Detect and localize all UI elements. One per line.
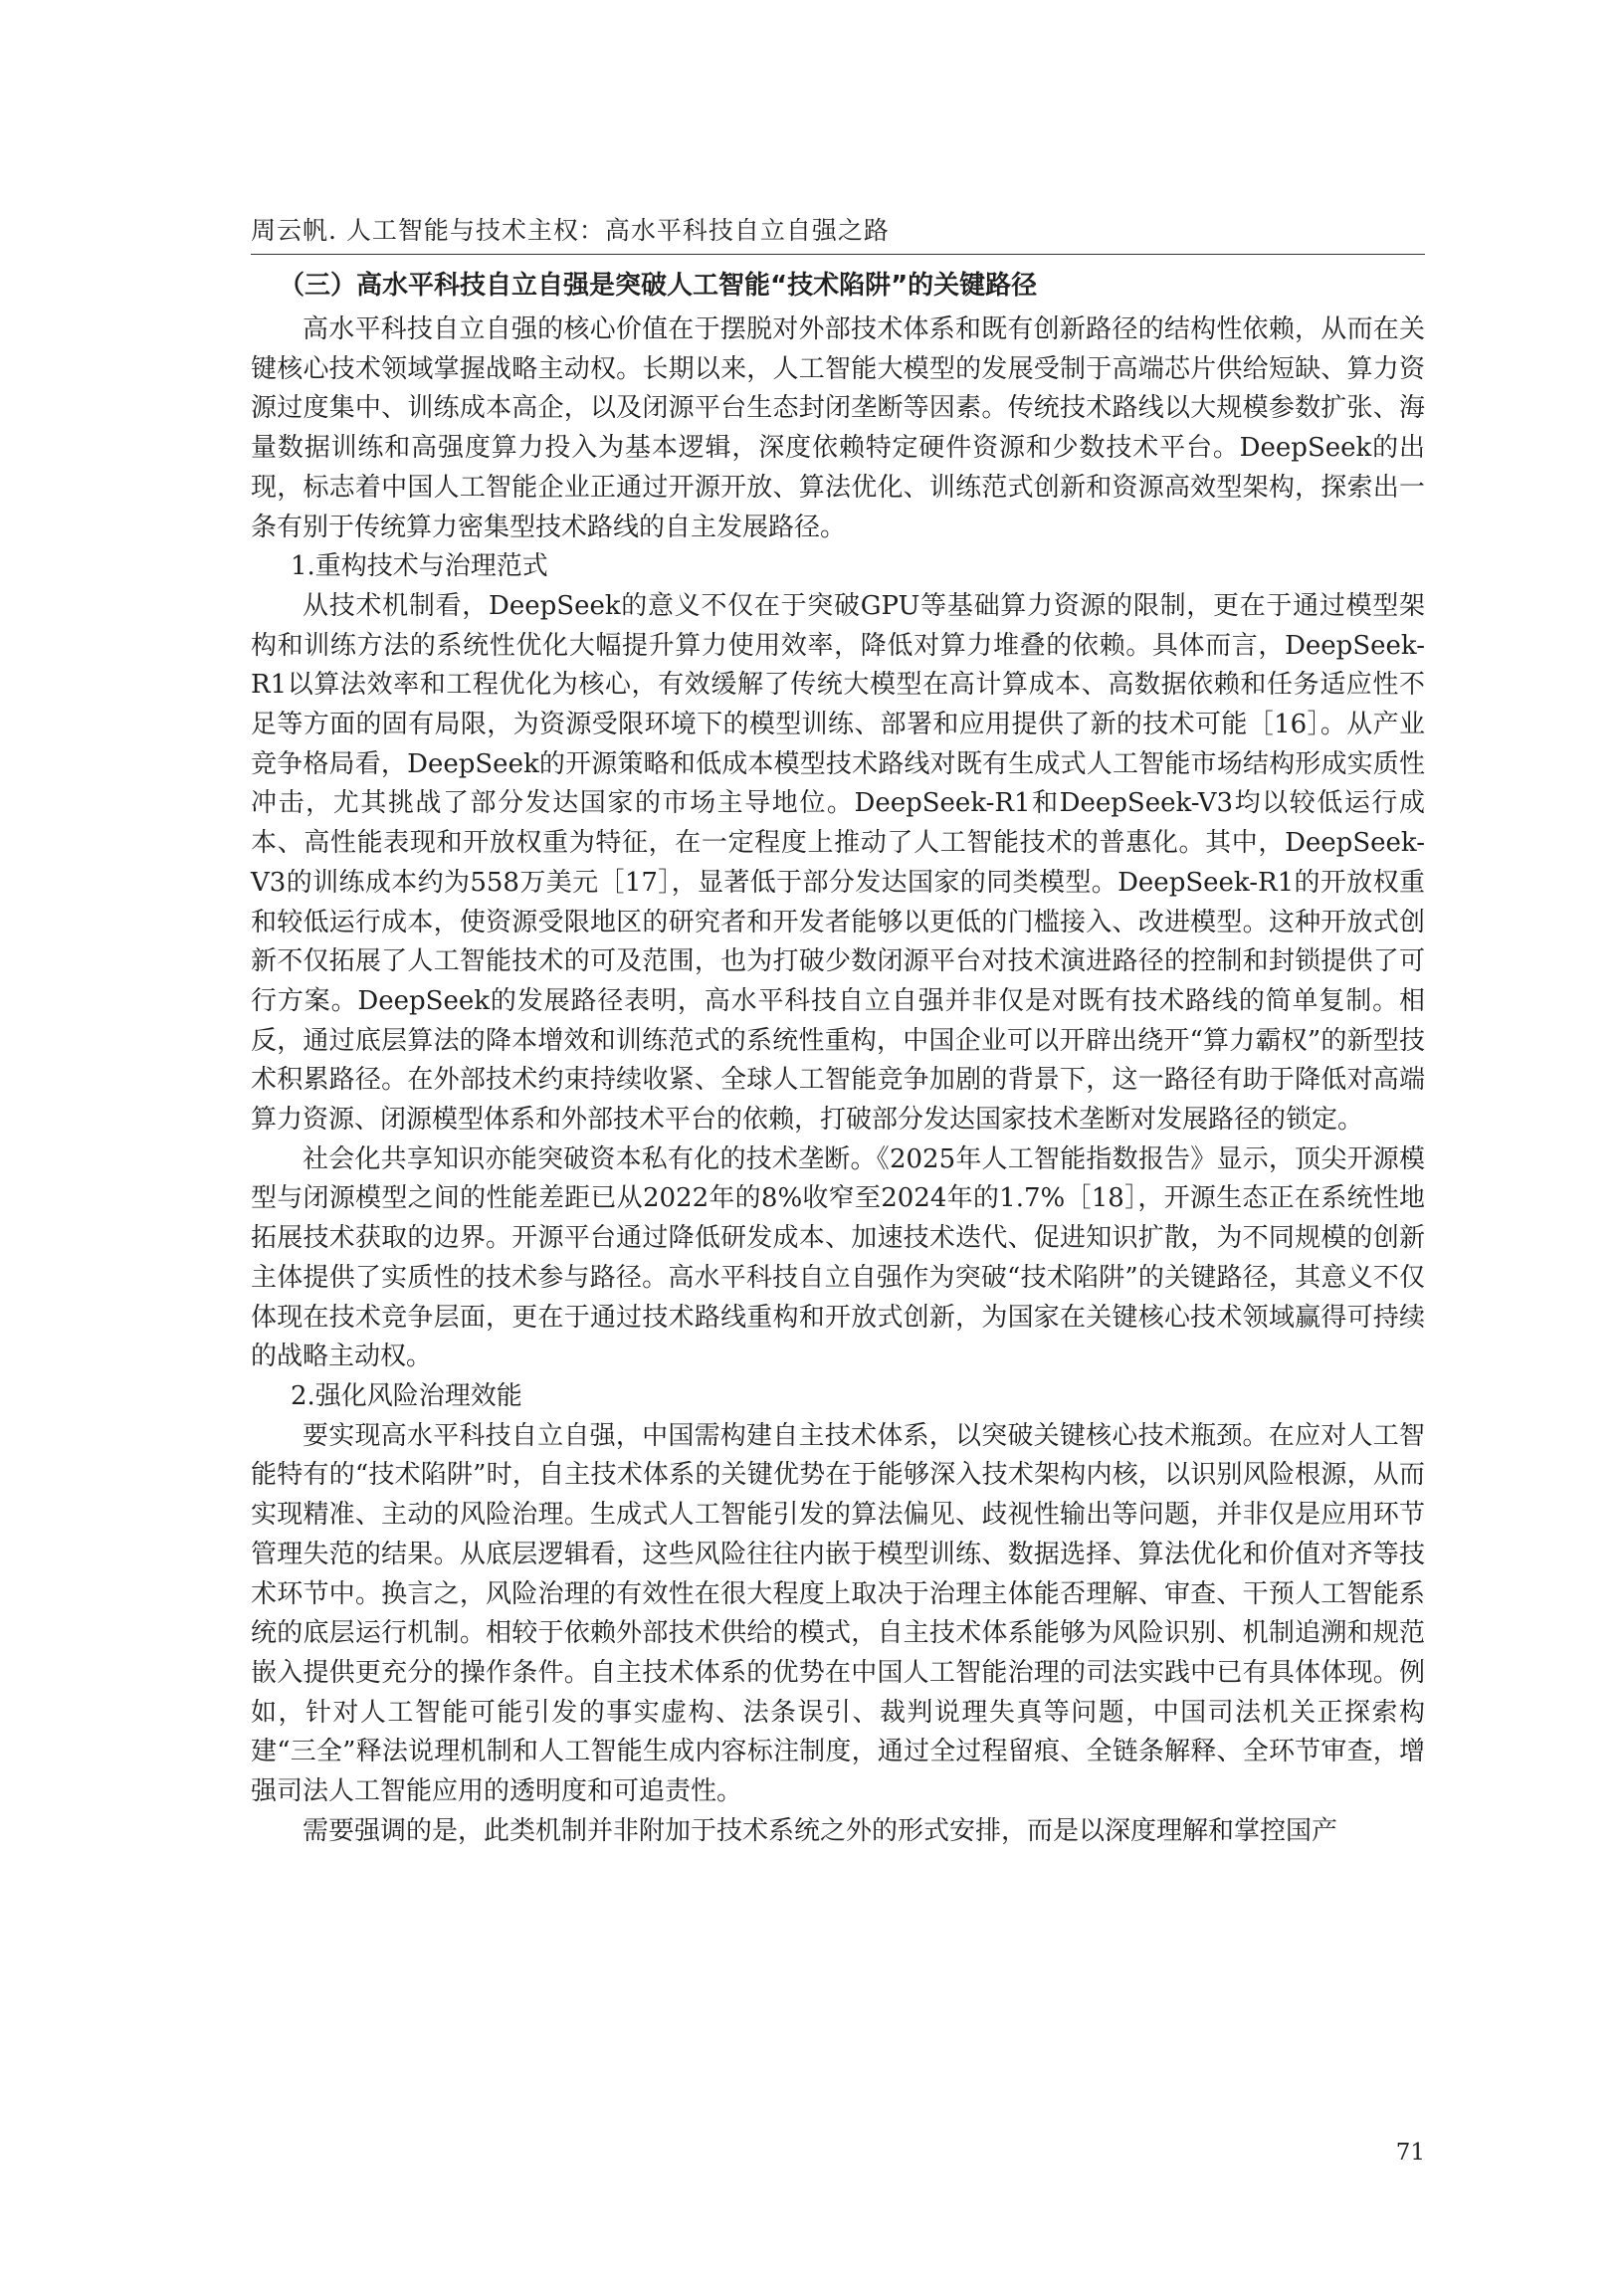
running-head: 周云帆. 人工智能与技术主权：高水平科技自立自强之路 [251, 216, 890, 245]
paragraph-4: 要实现高水平科技自立自强，中国需构建自主技术体系，以突破关键核心技术瓶颈。在应对人工智能特有的“技术陷阱”时，自主技术体系的关键优势在于能够深入技术架构内核，以识别风险根源，从而实现精准、主动的风险治理。生成式人工智能引发的算法偏见、歧视性输出等问题，并非仅是应用环节管理失范的结果。从底层逻辑看，这些风险往往内嵌于模型训练、数据选择、算法优化和价值对齐等技术环节中。换言之，风险治理的有效性在很大程度上取决于治理主体能否理解、审查、干预人工智能系统的底层运行机制。相较于依赖外部技术供给的模式，自主技术体系能够为风险识别、机制追溯和规范嵌入提供更充分的操作条件。自主技术体系的优势在中国人工智能治理的司法实践中已有具体体现。例如，针对人工智能可能引发的事实虚构、法条误引、裁判说理失真等问题，中国司法机关正探索构建“三全”释法说理机制和人工智能生成内容标注制度，通过全过程留痕、全链条解释、全环节审查，增强司法人工智能应用的透明度和可追责性。 [251, 1420, 1425, 1807]
header-rule [251, 254, 1425, 255]
paragraph-2: 从技术机制看，DeepSeek的意义不仅在于突破GPU等基础算力资源的限制，更在于通过模型架构和训练方法的系统性优化大幅提升算力使用效率，降低对算力堆叠的依赖。具体而言，DeepSeek-R1以算法效率和工程优化为核心，有效缓解了传统大模型在高计算成本、高数据依赖和任务适应性不足等方面的固有局限，为资源受限环境下的模型训练、部署和应用提供了新的技术可能［16］。从产业竞争格局看，DeepSeek的开源策略和低成本模型技术路线对既有生成式人工智能市场结构形成实质性冲击，尤其挑战了部分发达国家的市场主导地位。DeepSeek-R1和DeepSeek-V3均以较低运行成本、高性能表现和开放权重为特征，在一定程度上推动了人工智能技术的普惠化。其中，DeepSeek-V3的训练成本约为558万美元［17］，显著低于部分发达国家的同类模型。DeepSeek-R1的开放权重和较低运行成本，使资源受限地区的研究者和开发者能够以更低的门槛接入、改进模型。这种开放式创新不仅拓展了人工智能技术的可及范围，也为打破少数闭源平台对技术演进路径的控制和封锁提供了可行方案。DeepSeek的发展路径表明，高水平科技自立自强并非仅是对既有技术路线的简单复制。相反，通过底层算法的降本增效和训练范式的系统性重构，中国企业可以开辟出绕开“算力霸权”的新型技术积累路径。在外部技术约束持续收紧、全球人工智能竞争加剧的背景下，这一路径有助于降低对高端算力资源、闭源模型体系和外部技术平台的依赖，打破部分发达国家技术垄断对发展路径的锁定。 [251, 590, 1425, 1136]
paragraph-5: 需要强调的是，此类机制并非附加于技术系统之外的形式安排，而是以深度理解和掌控国产 [303, 1815, 1338, 1846]
subsection-title-1: 1.重构技术与治理范式 [291, 551, 548, 582]
section-title: （三）高水平科技自立自强是突破人工智能“技术陷阱”的关键路径 [279, 271, 1038, 301]
subsection-title-2: 2.强化风险治理效能 [291, 1380, 522, 1411]
article-body [251, 261, 1425, 1851]
paragraph-1: 高水平科技自立自强的核心价值在于摆脱对外部技术体系和既有创新路径的结构性依赖，从而在关键核心技术领域掌握战略主动权。长期以来，人工智能大模型的发展受制于高端芯片供给短缺、算力资源过度集中、训练成本高企，以及闭源平台生态封闭垄断等因素。传统技术路线以大规模参数扩张、海量数据训练和高强度算力投入为基本逻辑，深度依赖特定硬件资源和少数技术平台。DeepSeek的出现，标志着中国人工智能企业正通过开源开放、算法优化、训练范式创新和资源高效型架构，探索出一条有别于传统算力密集型技术路线的自主发展路径。 [251, 314, 1425, 542]
page-number: 71 [1395, 2140, 1425, 2166]
paragraph-3: 社会化共享知识亦能突破资本私有化的技术垄断。《2025年人工智能指数报告》显示，顶尖开源模型与闭源模型之间的性能差距已从2022年的8%收窄至2024年的1.7%［18］，开源生态正在系统性地拓展技术获取的边界。开源平台通过降低研发成本、加速技术迭代、促进知识扩散，为不同规模的创新主体提供了实质性的技术参与路径。高水平科技自立自强作为突破“技术陷阱”的关键路径，其意义不仅体现在技术竞争层面，更在于通过技术路线重构和开放式创新，为国家在关键核心技术领域赢得可持续的战略主动权。 [251, 1143, 1425, 1372]
